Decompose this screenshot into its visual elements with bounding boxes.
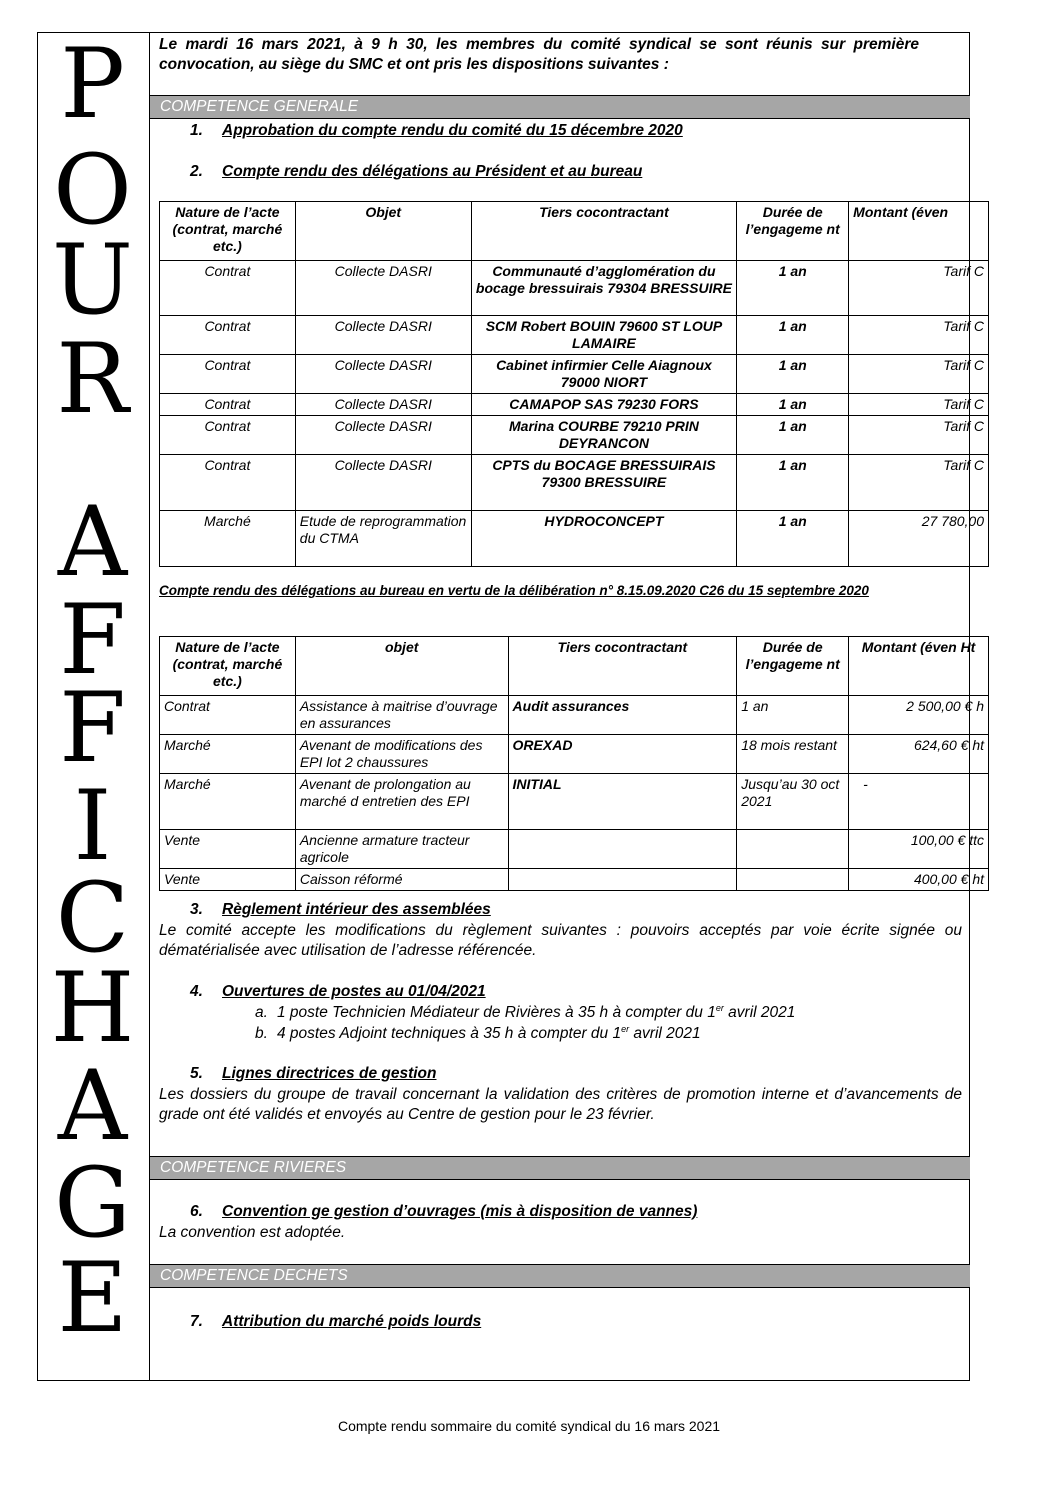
lignes-directrices-text: Les dossiers du groupe de travail concernant la validation des critères de promotion interne et d’avancements de grade ont été validés et envoyés au Centre de gestion pour le 23 février. (159, 1086, 962, 1123)
section-competence-generale: COMPETENCE GENERALE (150, 95, 970, 119)
table-cell: Jusqu’au 30 oct 2021 (737, 774, 849, 830)
table-cell: Tarif C (849, 316, 989, 355)
table-cell: 2 500,00 € h (849, 696, 989, 735)
side-letter: O (53, 134, 132, 246)
table-cell: 1 an (737, 696, 849, 735)
table-cell: 1 an (737, 261, 849, 316)
col-header: Tiers cocontractant (471, 202, 737, 261)
item-2 (190, 163, 642, 181)
table-cell: 1 an (737, 355, 849, 394)
intro-text: Le mardi 16 mars 2021, à 9 h 30, les membres du comité syndical se sont réunis sur première convocation, au siège du SMC et ont pris les dispositions suivantes : (159, 36, 919, 73)
side-banner (37, 28, 150, 1381)
side-letter: E (57, 1242, 128, 1354)
side-letter: G (54, 1147, 131, 1259)
item-7 (190, 1313, 481, 1331)
item-number: 2. (190, 163, 203, 180)
list-letter: b. (255, 1025, 268, 1043)
table-row (160, 696, 989, 735)
table-cell: CPTS du BOCAGE BRESSUIRAIS 79300 BRESSUIRE (471, 455, 737, 511)
side-letter: F (59, 672, 126, 784)
table-row (160, 261, 989, 316)
table-cell: 27 780,00 (849, 511, 989, 567)
item-4 (190, 983, 486, 1001)
table-cell: Vente (160, 869, 296, 891)
col-header: Montant (éven Ht (849, 637, 989, 696)
side-letter: U (52, 224, 133, 336)
table-cell: 1 an (737, 394, 849, 416)
poste-text: 1 poste Technicien Médiateur de Rivières à 35 h à compter du 1 (277, 1004, 716, 1022)
table-cell: Contrat (160, 455, 296, 511)
table-row (160, 869, 989, 891)
table-cell: Contrat (160, 261, 296, 316)
page-footer: Compte rendu sommaire du comité syndical du 16 mars 2021 (337, 1418, 721, 1434)
table-row (160, 774, 989, 830)
poste-b (255, 1024, 701, 1043)
item-6 (190, 1203, 697, 1221)
item-title: Compte rendu des délégations au Président et au bureau (222, 163, 643, 180)
table-cell (508, 830, 737, 869)
section-competence-rivieres: COMPETENCE RIVIERES (150, 1156, 970, 1180)
item-number: 5. (190, 1065, 203, 1082)
col-header: Montant (éven (849, 202, 989, 261)
side-letter: P (60, 28, 125, 140)
table-cell: INITIAL (508, 774, 737, 830)
table-row (160, 394, 989, 416)
table-cell: Collecte DASRI (295, 261, 471, 316)
table-cell: OREXAD (508, 735, 737, 774)
item-number: 1. (190, 122, 203, 139)
table-cell: Contrat (160, 416, 296, 455)
table-cell: Assistance à maitrise d’ouvrage en assurances (295, 696, 508, 735)
item-title: Approbation du compte rendu du comité du 15 décembre 2020 (222, 122, 683, 139)
poste-text-end: avril 2021 (723, 1004, 796, 1022)
col-header: Durée de l’engageme nt (737, 202, 849, 261)
table-cell: HYDROCONCEPT (471, 511, 737, 567)
col-header: objet (295, 637, 508, 696)
table-row (160, 416, 989, 455)
col-header: Nature de l’acte (contrat, marché etc.) (160, 202, 296, 261)
item-title: Règlement intérieur des assemblées (222, 901, 491, 918)
table-cell: 1 an (737, 455, 849, 511)
table-cell: Marina COURBE 79210 PRIN DEYRANCON (471, 416, 737, 455)
item-title: Attribution du marché poids lourds (222, 1313, 482, 1330)
side-letters (37, 28, 148, 1381)
table-cell: - (849, 774, 989, 830)
side-letter: A (57, 486, 128, 598)
table-cell: Audit assurances (508, 696, 737, 735)
table-cell: Tarif C (849, 416, 989, 455)
poste-sup: er (621, 1024, 630, 1034)
table-cell: 400,00 € ht (849, 869, 989, 891)
delegations-president-table (159, 201, 989, 567)
table-cell: Collecte DASRI (295, 416, 471, 455)
table-cell: Contrat (160, 355, 296, 394)
item-number: 4. (190, 983, 203, 1000)
side-letter: F (59, 584, 126, 696)
table-row (160, 830, 989, 869)
item-title: Lignes directrices de gestion (222, 1065, 437, 1082)
table-cell: Etude de reprogrammation du CTMA (295, 511, 471, 567)
delegations-bureau-table (159, 636, 989, 891)
table-cell: Contrat (160, 696, 296, 735)
reglement-text: Le comité accepte les modifications du règlement suivantes : pouvoirs acceptés par voie écrite signée ou dématérialisée avec utilisation de l’adresse référencée. (159, 922, 962, 959)
table-cell: Collecte DASRI (295, 355, 471, 394)
poste-text: 4 postes Adjoint techniques à 35 h à compter du 1 (277, 1025, 622, 1043)
table-row (160, 511, 989, 567)
table-cell: Cabinet infirmier Celle Aiagnoux 79000 NIORT (471, 355, 737, 394)
table-cell: Marché (160, 774, 296, 830)
item-number: 7. (190, 1313, 203, 1330)
table-cell: CAMAPOP SAS 79230 FORS (471, 394, 737, 416)
table-cell: 1 an (737, 511, 849, 567)
item-title: Ouvertures de postes au 01/04/2021 (222, 983, 486, 1000)
section-competence-dechets: COMPETENCE DECHETS (150, 1264, 970, 1288)
col-header: Nature de l’acte (contrat, marché etc.) (160, 637, 296, 696)
poste-text-end: avril 2021 (629, 1025, 701, 1043)
table-cell (737, 830, 849, 869)
table-cell: Avenant de prolongation au marché d entretien des EPI (295, 774, 508, 830)
table-cell: Communauté d’agglomération du bocage bressuirais 79304 BRESSUIRE (471, 261, 737, 316)
table-cell: 1 an (737, 316, 849, 355)
table-cell: Ancienne armature tracteur agricole (295, 830, 508, 869)
side-letter: C (55, 862, 130, 974)
side-letter: A (57, 1050, 128, 1162)
item-number: 6. (190, 1203, 203, 1220)
table-cell: 18 mois restant (737, 735, 849, 774)
table-cell: Collecte DASRI (295, 316, 471, 355)
table-row (160, 735, 989, 774)
table-cell: 624,60 € ht (849, 735, 989, 774)
table-cell: 100,00 € ttc (849, 830, 989, 869)
item-number: 3. (190, 901, 203, 918)
table-cell: Tarif C (849, 394, 989, 416)
table-cell: 1 an (737, 416, 849, 455)
bureau-delegations-heading: Compte rendu des délégations au bureau en vertu de la délibération n° 8.15.09.2020 C26 du 15 septembre 2020 (159, 583, 869, 598)
table-cell (737, 869, 849, 891)
table-cell: Caisson réformé (295, 869, 508, 891)
table-cell: Marché (160, 735, 296, 774)
side-letter: I (73, 770, 112, 882)
table-cell: Contrat (160, 316, 296, 355)
table-cell: Collecte DASRI (295, 455, 471, 511)
side-letter: H (50, 952, 135, 1064)
table-cell: Avenant de modifications des EPI lot 2 chaussures (295, 735, 508, 774)
table-header-row (160, 637, 989, 696)
table-row (160, 455, 989, 511)
side-letter: R (56, 323, 129, 435)
table-cell (508, 869, 737, 891)
item-3 (190, 901, 491, 919)
item-1 (190, 122, 683, 140)
item-title: Convention ge gestion d’ouvrages (mis à disposition de vannes) (222, 1203, 698, 1220)
table-cell: Collecte DASRI (295, 394, 471, 416)
table-cell: Contrat (160, 394, 296, 416)
col-header: Tiers cocontractant (508, 637, 737, 696)
table-row (160, 316, 989, 355)
table-cell: Vente (160, 830, 296, 869)
col-header: Objet (295, 202, 471, 261)
table-cell: Tarif C (849, 455, 989, 511)
table-cell: Tarif C (849, 261, 989, 316)
table-cell: SCM Robert BOUIN 79600 ST LOUP LAMAIRE (471, 316, 737, 355)
poste-a (255, 1003, 795, 1022)
list-letter: a. (255, 1004, 268, 1022)
table-row (160, 355, 989, 394)
table-header-row (160, 202, 989, 261)
poste-sup: er (715, 1003, 724, 1013)
col-header: Durée de l’engageme nt (737, 637, 849, 696)
convention-text: La convention est adoptée. (159, 1224, 346, 1241)
table-cell: Tarif C (849, 355, 989, 394)
main-content (150, 32, 984, 1381)
item-5 (190, 1065, 436, 1083)
table-cell: Marché (160, 511, 296, 567)
